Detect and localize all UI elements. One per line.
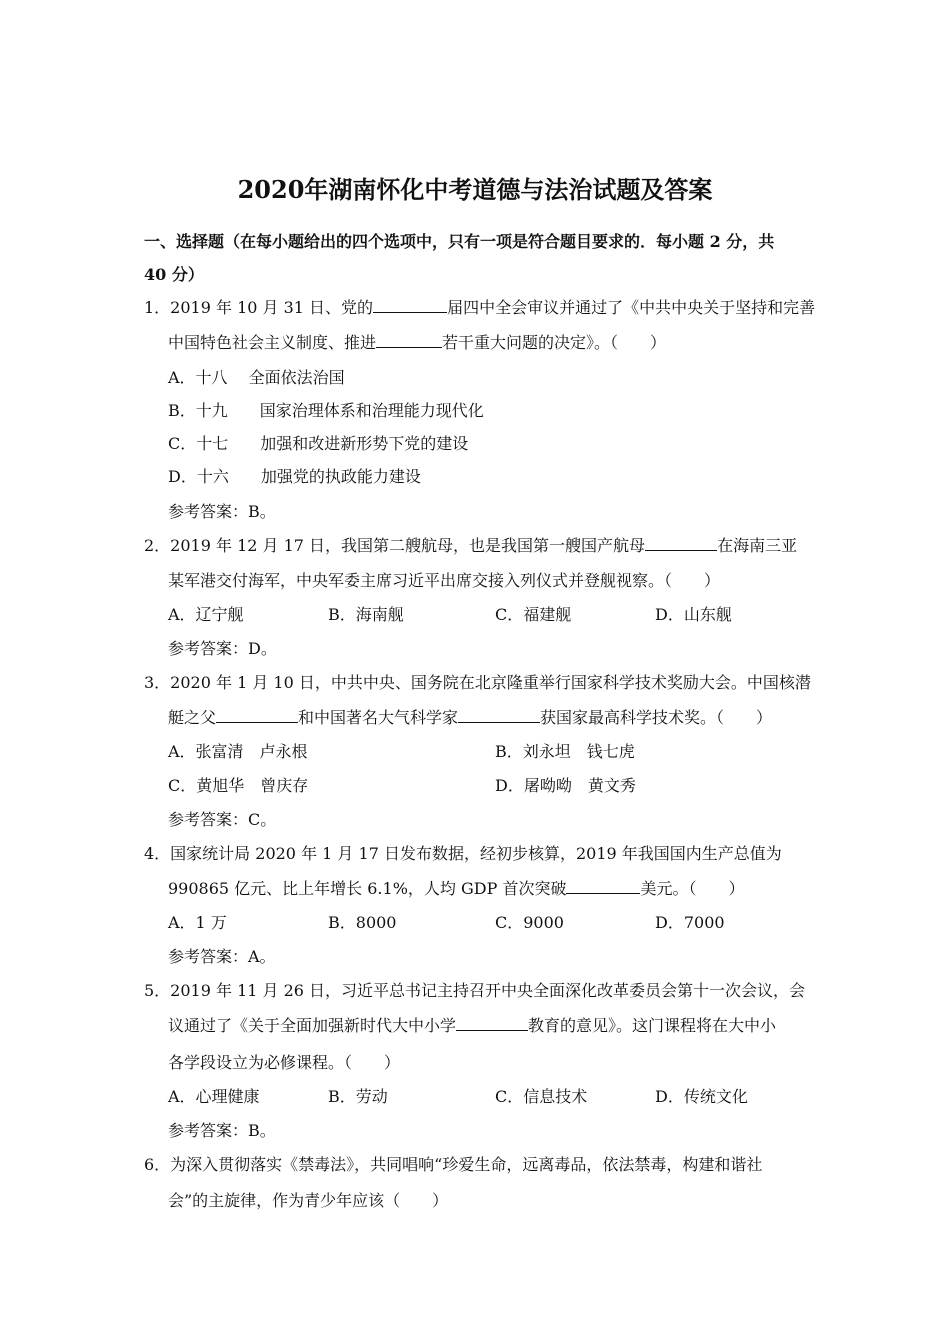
question-2-line-1 [144,535,797,557]
answer-blank [566,879,640,894]
question-3-line-2 [168,707,772,729]
answer-blank [645,536,717,551]
question-2-text-a: 2．2019 年 12 月 17 日，我国第二艘航母，也是我国第一艘国产航母 [144,536,646,555]
answer-blank [373,298,447,313]
question-3-text-a: 艇之父 [168,708,217,727]
question-5-option-b: B．劳动 [328,1087,388,1106]
section-heading-line-2: 40 分） [144,265,204,284]
question-5-answer: 参考答案：B。 [168,1121,276,1140]
question-4-option-d: D．7000 [655,913,725,932]
question-1-line-2 [168,332,666,354]
question-1-line-1 [144,297,815,319]
question-3-answer: 参考答案：C。 [168,810,277,829]
question-3-text-b: 和中国著名大气科学家 [298,708,459,727]
question-1-text-a: 1．2019 年 10 月 31 日、党的 [144,298,374,317]
question-3-option-d: D．屠呦呦 黄文秀 [495,776,636,795]
question-2-option-b: B．海南舰 [328,605,404,624]
question-4-option-a: A．1 万 [168,913,227,932]
question-3-option-c: C．黄旭华 曾庆存 [168,776,309,795]
question-3-option-a: A．张富清 卢永根 [168,742,308,761]
question-2-option-a: A．辽宁舰 [168,605,244,624]
question-3-option-b: B．刘永坦 钱七虎 [495,742,635,761]
document-title: 2020年湖南怀化中考道德与法治试题及答案 [237,175,713,204]
question-1-option-b: B．十九 国家治理体系和治理能力现代化 [168,401,484,420]
answer-blank [456,1016,528,1031]
question-5-option-c: C．信息技术 [495,1087,588,1106]
question-1-answer: 参考答案：B。 [168,502,276,521]
question-5-text-b: 教育的意见》。这门课程将在大中小 [528,1016,777,1035]
question-2-option-c: C．福建舰 [495,605,572,624]
question-3-line-1: 3．2020 年 1 月 10 日，中共中央、国务院在北京隆重举行国家科学技术奖励大会。中国核潜 [144,673,811,692]
question-1-text-b: 届四中全会审议并通过了《中共中央关于坚持和完善 [447,298,816,317]
question-5-line-3: 各学段设立为必修课程。（ ） [168,1053,401,1072]
answer-blank [458,708,540,723]
question-1-option-a: A．十八 全面依法治国 [168,368,345,387]
question-4-text-a: 990865 亿元、比上年增长 6.1%，人均 GDP 首次突破 [168,879,567,898]
answer-blank [216,708,298,723]
question-1-option-d: D．十六 加强党的执政能力建设 [168,467,421,486]
question-1-text-d: 若干重大问题的决定》。（ ） [442,333,667,352]
question-5-option-d: D．传统文化 [655,1087,748,1106]
question-5-option-a: A．心理健康 [168,1087,260,1106]
question-1-option-c: C．十七 加强和改进新形势下党的建设 [168,434,469,453]
question-4-option-c: C．9000 [495,913,564,932]
question-5-text-a: 议通过了《关于全面加强新时代大中小学 [168,1016,457,1035]
section-heading-line-1: 一、选择题（在每小题给出的四个选项中，只有一项是符合题目要求的．每小题 2 分，共 [144,232,775,251]
question-3-text-c: 获国家最高科学技术奖。（ ） [540,708,773,727]
question-2-text-b: 在海南三亚 [717,536,798,555]
question-4-line-1: 4．国家统计局 2020 年 1 月 17 日发布数据，经初步核算，2019 年我国国内生产总值为 [144,844,782,863]
question-2-line-2: 某军港交付海军，中央军委主席习近平出席交接入列仪式并登舰视察。（ ） [168,571,721,590]
question-4-line-2 [168,878,744,900]
answer-blank [376,333,442,348]
question-5-line-1: 5．2019 年 11 月 26 日，习近平总书记主持召开中央全面深化改革委员会第十一次会议，会 [144,981,806,1000]
question-4-answer: 参考答案：A。 [168,947,276,966]
question-6-line-2: 会”的主旋律，作为青少年应该（ ） [168,1191,449,1210]
question-5-line-2 [168,1015,776,1037]
question-4-option-b: B．8000 [328,913,397,932]
question-4-text-b: 美元。（ ） [640,879,745,898]
question-6-line-1: 6．为深入贯彻落实《禁毒法》，共同唱响“珍爱生命，远离毒品，依法禁毒，构建和谐社 [144,1155,763,1174]
question-2-answer: 参考答案：D。 [168,639,277,658]
question-1-text-c: 中国特色社会主义制度、推进 [168,333,377,352]
question-2-option-d: D．山东舰 [655,605,732,624]
